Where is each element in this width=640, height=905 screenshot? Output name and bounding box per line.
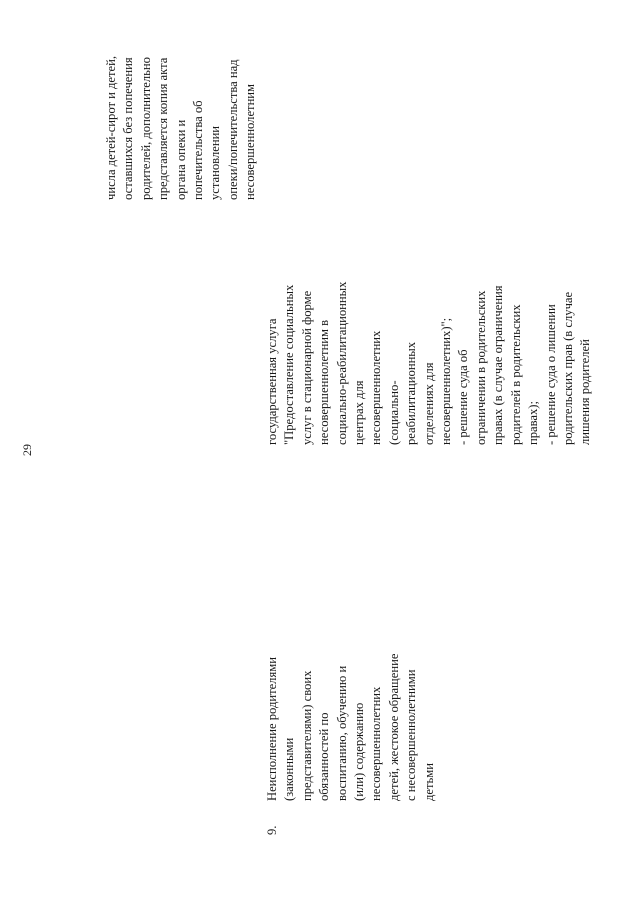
service-text-line: "Предоставление социальных [282, 284, 297, 445]
service-text-line: - решение суда о лишении [543, 304, 558, 445]
page-number-block [18, 444, 36, 456]
row-number-block [264, 826, 281, 835]
violation-text-line: несовершеннолетних [369, 686, 384, 801]
service-text-line: (социально- [386, 380, 401, 445]
service-text-line: родителей в родительских [508, 304, 523, 445]
continuation-text-line: родителей, дополнительно [138, 57, 153, 200]
violation-text-line: Неисполнение родителями [265, 657, 279, 801]
service-text-line: лишения родителей [578, 339, 593, 445]
violation-column [264, 654, 438, 801]
continuation-text-line: опеки/попечительства над [225, 59, 240, 200]
service-text-line: правах (в случае ограничения [491, 285, 506, 445]
service-text-line: правах); [526, 401, 541, 445]
service-text-line: - решение суда об [456, 349, 471, 445]
violation-text-line: представителями) своих [299, 670, 314, 801]
violation-text-line: воспитанию, обучению и [334, 665, 349, 801]
continuation-text-line: органа опеки и [173, 119, 188, 200]
service-text-line: ограничении в родительских [473, 290, 488, 445]
service-text-line: центрах для [352, 380, 367, 445]
violation-text-line: детьми [421, 763, 436, 801]
service-text-line: социально-реабилитационных [334, 281, 349, 445]
continuation-text-line: попечительства об [191, 100, 206, 200]
service-text-line: реабилитационных [404, 341, 419, 445]
violation-text-line: (законными [282, 737, 297, 801]
continuation-text-line: числа детей-сирот и детей, [104, 56, 118, 200]
service-text-line: отделениях для [421, 362, 436, 445]
continuation-text-line: представляется копия акта [156, 57, 171, 200]
violation-text-line: обязанностей по [317, 712, 332, 801]
service-documents-column [264, 282, 595, 445]
row-number: 9. [265, 825, 279, 835]
violation-text-line: (или) содержанию [352, 702, 367, 801]
violation-text-line: детей, жестокое обращение [386, 653, 401, 801]
service-text-line: услуг в стационарной форме [299, 290, 314, 445]
continuation-text-line: несовершеннолетним [243, 83, 258, 200]
page-number: 29 [20, 444, 34, 456]
service-text-line: несовершеннолетних)"; [439, 317, 454, 445]
continuation-text-line: установлении [208, 125, 223, 200]
service-text-line: несовершеннолетним в [317, 319, 332, 445]
service-text-line: государственная услуга [265, 318, 279, 445]
service-text-line: несовершеннолетних [369, 330, 384, 445]
service-text-line: родительских прав (в случае [560, 291, 575, 445]
previous-row-continuation-column [103, 56, 260, 200]
continuation-text-line: оставшихся без попечения [121, 57, 136, 200]
violation-text-line: с несовершеннолетними [404, 669, 419, 801]
